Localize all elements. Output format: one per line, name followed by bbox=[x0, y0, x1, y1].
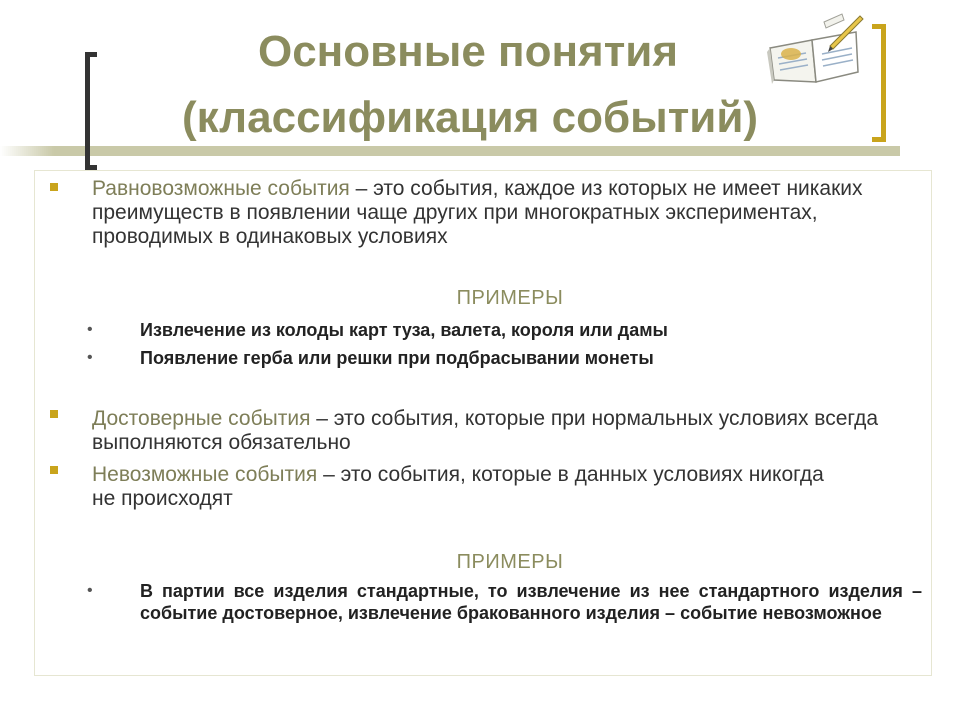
example-item: В партии все изделия стандартные, то извлечение из нее стандартного изделия – событие достоверное, извлечение бракованного изделия – событие невозможное bbox=[140, 581, 922, 623]
term-equiprobable: Равновозможные события bbox=[92, 177, 350, 200]
slide-title-line-1: Основные понятия bbox=[257, 27, 679, 76]
examples-heading: ПРИМЕРЫ bbox=[456, 551, 564, 573]
right-bracket-decoration bbox=[872, 24, 886, 142]
definition-text: – это события, которые в данных условиях никогда не происходят bbox=[92, 463, 824, 510]
definition-certain bbox=[92, 407, 912, 455]
left-bracket-decoration bbox=[85, 52, 97, 170]
term-certain: Достоверные события bbox=[92, 407, 311, 430]
open-book-with-pen-icon bbox=[764, 10, 864, 90]
definition-text: – это события, которые при нормальных условиях всегда выполняются обязательно bbox=[92, 407, 879, 454]
sub-bullet-marker: • bbox=[87, 321, 93, 338]
definition-equiprobable bbox=[92, 177, 932, 249]
example-item: Появление герба или решки при подбрасывании монеты bbox=[140, 348, 654, 368]
bullet-marker bbox=[50, 466, 58, 474]
sub-bullet-marker: • bbox=[87, 349, 93, 366]
definition-impossible bbox=[92, 463, 852, 511]
bullet-marker bbox=[50, 410, 58, 418]
definition-text: – это события, каждое из которых не имеет никаких преимуществ в появлении чаще других при многократных экспериментах, проводимых в одинаковых условиях bbox=[92, 177, 863, 248]
slide-title-line-2: (классификация событий) bbox=[181, 93, 759, 142]
term-impossible: Невозможные события bbox=[92, 463, 318, 486]
examples-heading: ПРИМЕРЫ bbox=[456, 287, 564, 309]
title-underline-bar bbox=[0, 146, 900, 156]
bullet-marker bbox=[50, 183, 58, 191]
example-item: Извлечение из колоды карт туза, валета, короля или дамы bbox=[140, 320, 668, 340]
sub-bullet-marker: • bbox=[87, 582, 93, 599]
